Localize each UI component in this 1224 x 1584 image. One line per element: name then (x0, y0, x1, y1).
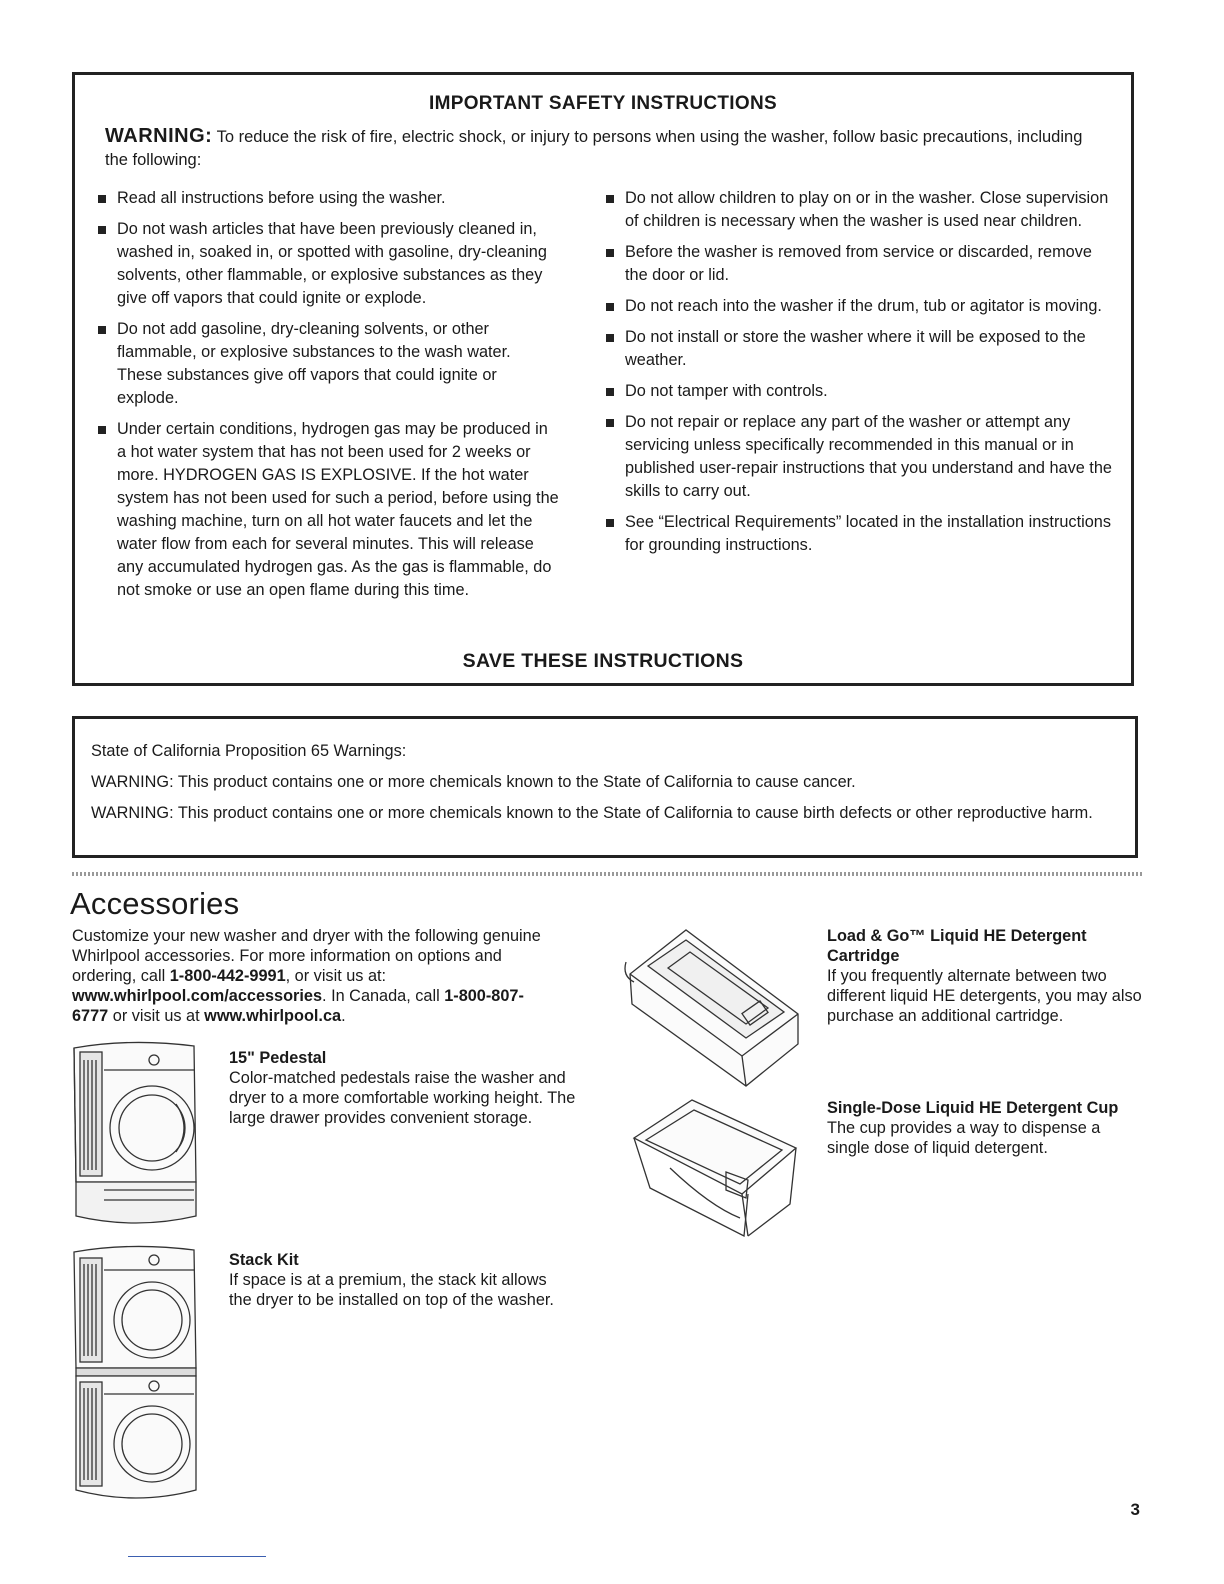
safety-item: Do not repair or replace any part of the washer or attempt any servicing unless specifically recommended in this manual or in published user-repair instructions that you understand and have the skills to carry out. (593, 411, 1113, 503)
stack-kit-illustration (70, 1244, 202, 1506)
section-divider (72, 872, 1142, 876)
intro-text: Customize your new washer and dryer with the following genuine Whirlpool accessories. For more information on options and ordering, call (72, 927, 541, 985)
detergent-cup-description (827, 1098, 1127, 1158)
warning-label: WARNING: (105, 125, 213, 147)
stack-kit-description (229, 1250, 559, 1310)
safety-item: Do not allow children to play on or in the washer. Close supervision of children is necessary when the washer is used near children. (593, 187, 1113, 233)
accessories-heading: Accessories (70, 886, 240, 921)
cartridge-text: If you frequently alternate between two different liquid HE detergents, you may also purchase an additional cartridge. (827, 967, 1142, 1025)
pedestal-description (229, 1048, 579, 1128)
page-number: 3 (1130, 1500, 1140, 1519)
intro-text: . In Canada, call (322, 987, 445, 1005)
detergent-cup-text: The cup provides a way to dispense a single dose of liquid detergent. (827, 1119, 1101, 1157)
detergent-cup-illustration (630, 1096, 800, 1242)
pedestal-title: 15" Pedestal (229, 1049, 327, 1067)
safety-item: Do not wash articles that have been previously cleaned in, washed in, soaked in, or spotted with gasoline, dry-cleaning solvents, other flammable, or explosive substances as they give off vapors that could ignite or explode. (85, 218, 559, 310)
intro-text: . (341, 1007, 346, 1025)
safety-right-column (593, 187, 1113, 565)
safety-item: Do not tamper with controls. (593, 380, 1113, 403)
prop65-title: State of California Proposition 65 Warnings: (91, 742, 407, 760)
stack-kit-text: If space is at a premium, the stack kit allows the dryer to be installed on top of the washer. (229, 1271, 554, 1309)
safety-title: IMPORTANT SAFETY INSTRUCTIONS (429, 93, 777, 114)
bottom-rule (128, 1556, 266, 1557)
safety-item: See “Electrical Requirements” located in the installation instructions for grounding instructions. (593, 511, 1113, 557)
safety-item: Under certain conditions, hydrogen gas may be produced in a hot water system that has not been used for 2 weeks or more. HYDROGEN GAS IS EXPLOSIVE. If the hot water system has not been used for such a period, before using the washing machine, turn on all hot water faucets and let the water flow from each for several minutes. This will release any accumulated hydrogen gas. As the gas is flammable, do not smoke or use an open flame during this time. (85, 418, 559, 602)
url-us-link[interactable]: www.whirlpool.com/accessories (72, 987, 323, 1005)
safety-left-column (85, 187, 559, 610)
cartridge-description (827, 926, 1147, 1026)
warning-text: To reduce the risk of fire, electric shock, or injury to persons when using the washer, follow basic precautions, including the following: (105, 128, 1083, 169)
pedestal-illustration (70, 1040, 202, 1228)
save-instructions-footer: SAVE THESE INSTRUCTIONS (462, 650, 744, 672)
accessories-intro (72, 926, 542, 1026)
phone-canada-link[interactable]: 1-800-807-6777 (72, 987, 524, 1025)
prop65-warning-cancer: WARNING: This product contains one or more chemicals known to the State of California to cause cancer. (91, 773, 856, 791)
safety-item: Do not install or store the washer where it will be exposed to the weather. (593, 326, 1113, 372)
safety-item: Read all instructions before using the washer. (85, 187, 559, 210)
stack-kit-title: Stack Kit (229, 1251, 299, 1269)
safety-item: Do not reach into the washer if the drum, tub or agitator is moving. (593, 295, 1113, 318)
intro-text: , or visit us at: (285, 967, 387, 985)
detergent-cup-title: Single-Dose Liquid HE Detergent Cup (827, 1099, 1119, 1117)
safety-item: Do not add gasoline, dry-cleaning solvents, or other flammable, or explosive substances to the wash water. These substances give off vapors that could ignite or explode. (85, 318, 559, 410)
safety-warning-intro (105, 125, 1101, 172)
pedestal-text: Color-matched pedestals raise the washer and dryer to a more comfortable working height. The large drawer provides convenient storage. (229, 1069, 576, 1127)
cartridge-illustration (620, 926, 806, 1098)
safety-instructions-box (72, 72, 1134, 686)
cartridge-title: Load & Go™ Liquid HE Detergent Cartridge (827, 927, 1087, 965)
safety-item: Before the washer is removed from service or discarded, remove the door or lid. (593, 241, 1113, 287)
phone-us-link[interactable]: 1-800-442-9991 (169, 967, 286, 985)
prop65-warning-birth-defects: WARNING: This product contains one or more chemicals known to the State of California to cause birth defects or other reproductive harm. (91, 804, 1093, 822)
intro-text: or visit us at (108, 1007, 205, 1025)
url-canada-link[interactable]: www.whirlpool.ca (204, 1007, 342, 1025)
prop65-box (72, 716, 1138, 858)
